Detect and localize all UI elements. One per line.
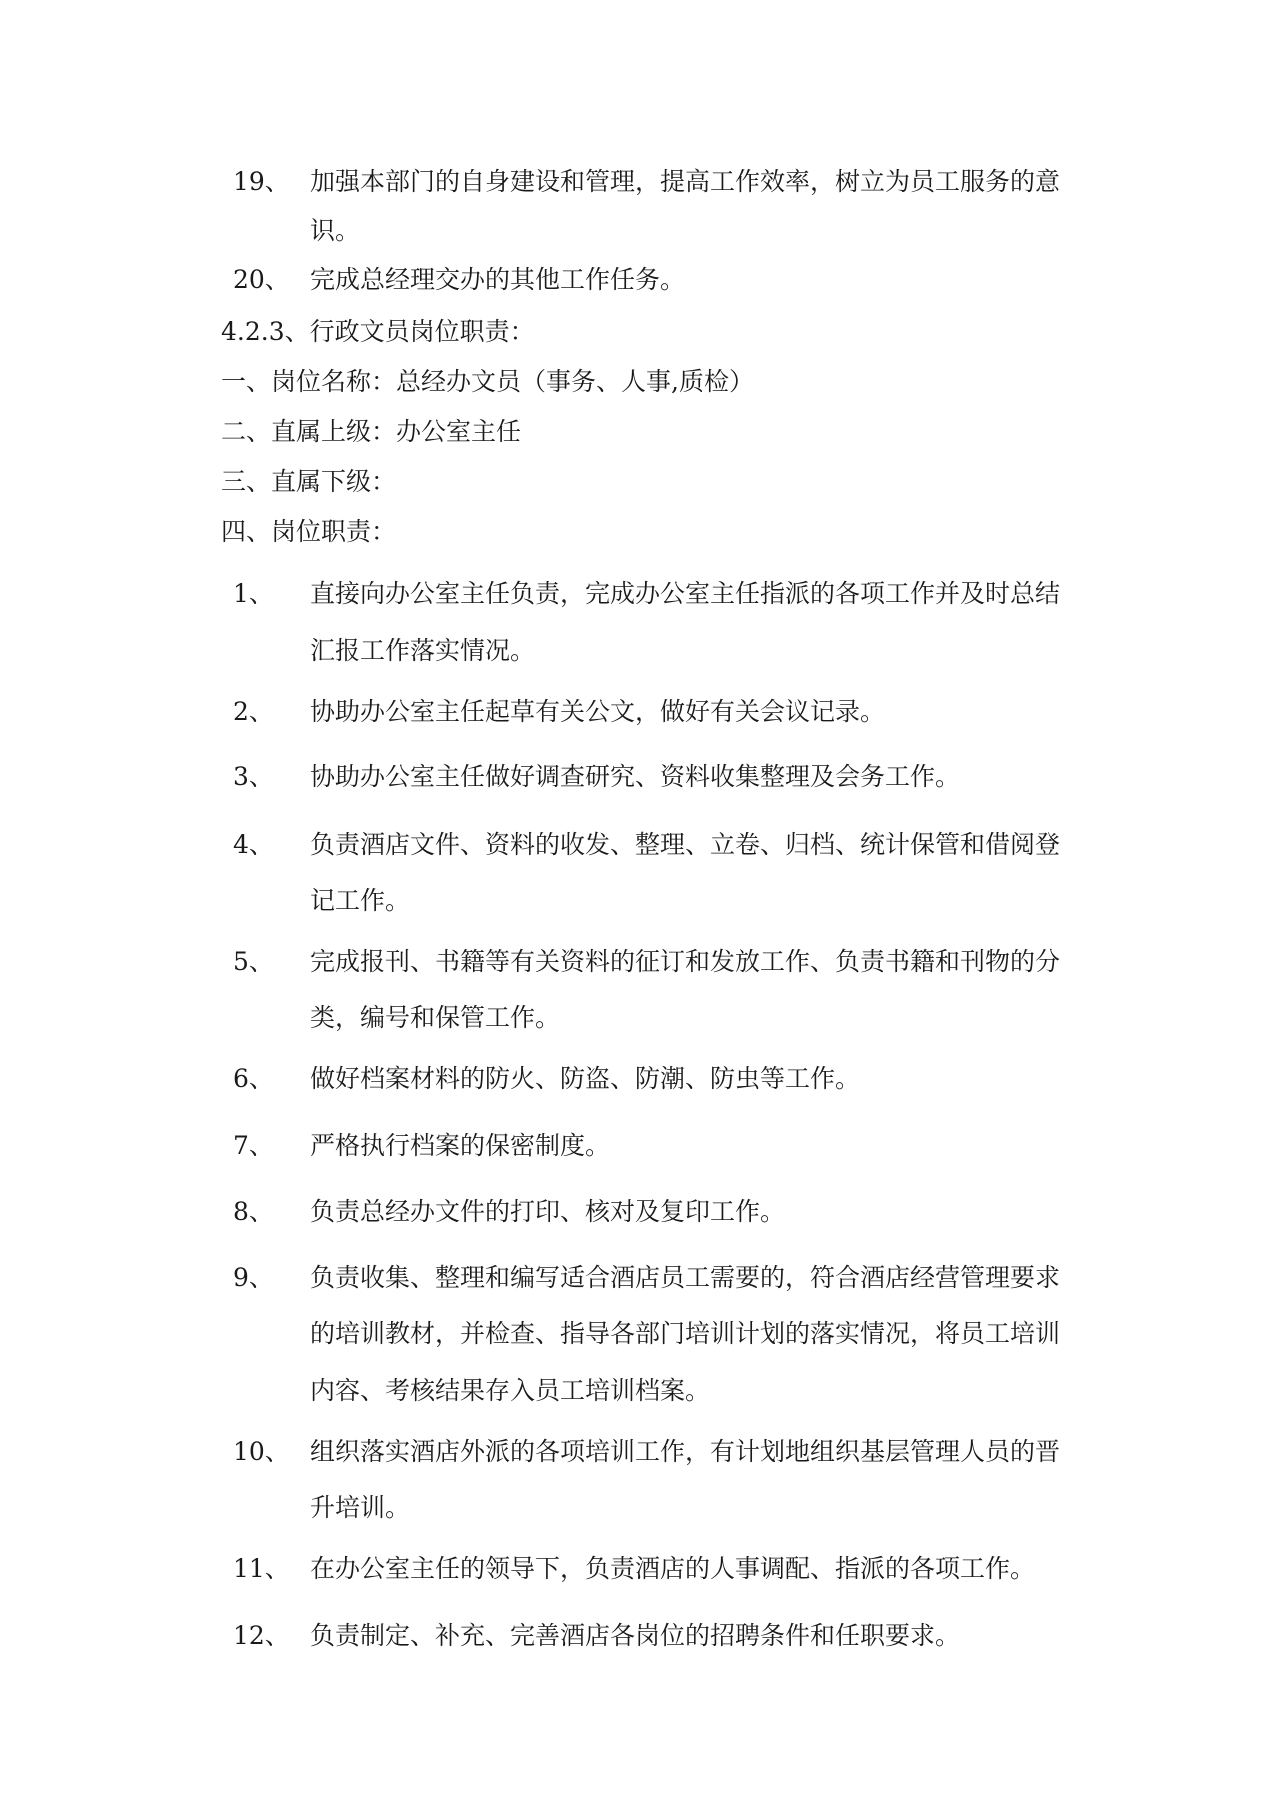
item-text-line: 完成总经理交办的其他工作任务。 [310,265,686,294]
subordinate-line: 三、直属下级： [221,467,397,496]
item-number: 1、 [233,579,274,608]
post-name-line: 一、岗位名称：总经办文员（事务、人事,质检） [221,367,754,396]
item-text-line: 直接向办公室主任负责，完成办公室主任指派的各项工作并及时总结 [310,579,1061,608]
item-text-line: 负责酒店文件、资料的收发、整理、立卷、归档、统计保管和借阅登 [310,830,1061,859]
item-text-line: 加强本部门的自身建设和管理，提高工作效率，树立为员工服务的意 [310,167,1061,196]
item-number: 10、 [233,1437,290,1466]
item-text-line: 的培训教材，并检查、指导各部门培训计划的落实情况，将员工培训 [310,1319,1061,1348]
item-number: 9、 [233,1263,274,1292]
item-number: 19、 [233,167,290,196]
item-text-line: 组织落实酒店外派的各项培训工作，有计划地组织基层管理人员的晋 [310,1437,1061,1466]
item-text-line: 升培训。 [310,1493,411,1522]
item-text-line: 协助办公室主任起草有关公文，做好有关会议记录。 [310,697,886,726]
item-number: 6、 [233,1064,274,1093]
item-text-line: 协助办公室主任做好调查研究、资料收集整理及会务工作。 [310,762,961,791]
duties-heading: 四、岗位职责： [221,517,397,546]
item-text-line: 在办公室主任的领导下，负责酒店的人事调配、指派的各项工作。 [310,1554,1036,1583]
item-number: 8、 [233,1197,274,1226]
item-text-line: 类，编号和保管工作。 [310,1003,561,1032]
item-text-line: 完成报刊、书籍等有关资料的征订和发放工作、负责书籍和刊物的分 [310,947,1061,976]
item-text-line: 汇报工作落实情况。 [310,636,536,665]
item-text-line: 负责制定、补充、完善酒店各岗位的招聘条件和任职要求。 [310,1621,961,1650]
item-number: 3、 [233,762,274,791]
item-number: 4、 [233,830,274,859]
section-title: 4.2.3、行政文员岗位职责： [221,317,535,346]
item-text-line: 负责收集、整理和编写适合酒店员工需要的，符合酒店经营管理要求 [310,1263,1061,1292]
item-number: 7、 [233,1131,274,1160]
item-text-line: 识。 [310,216,361,245]
item-text-line: 记工作。 [310,886,411,915]
item-number: 5、 [233,947,274,976]
item-text-line: 负责总经办文件的打印、核对及复印工作。 [310,1197,786,1226]
item-number: 12、 [233,1621,290,1650]
item-number: 2、 [233,697,274,726]
superior-line: 二、直属上级：办公室主任 [221,417,522,446]
item-number: 11、 [233,1554,290,1583]
item-text-line: 内容、考核结果存入员工培训档案。 [310,1376,711,1405]
item-number: 20、 [233,265,290,294]
item-text-line: 严格执行档案的保密制度。 [310,1131,611,1160]
item-text-line: 做好档案材料的防火、防盗、防潮、防虫等工作。 [310,1064,861,1093]
